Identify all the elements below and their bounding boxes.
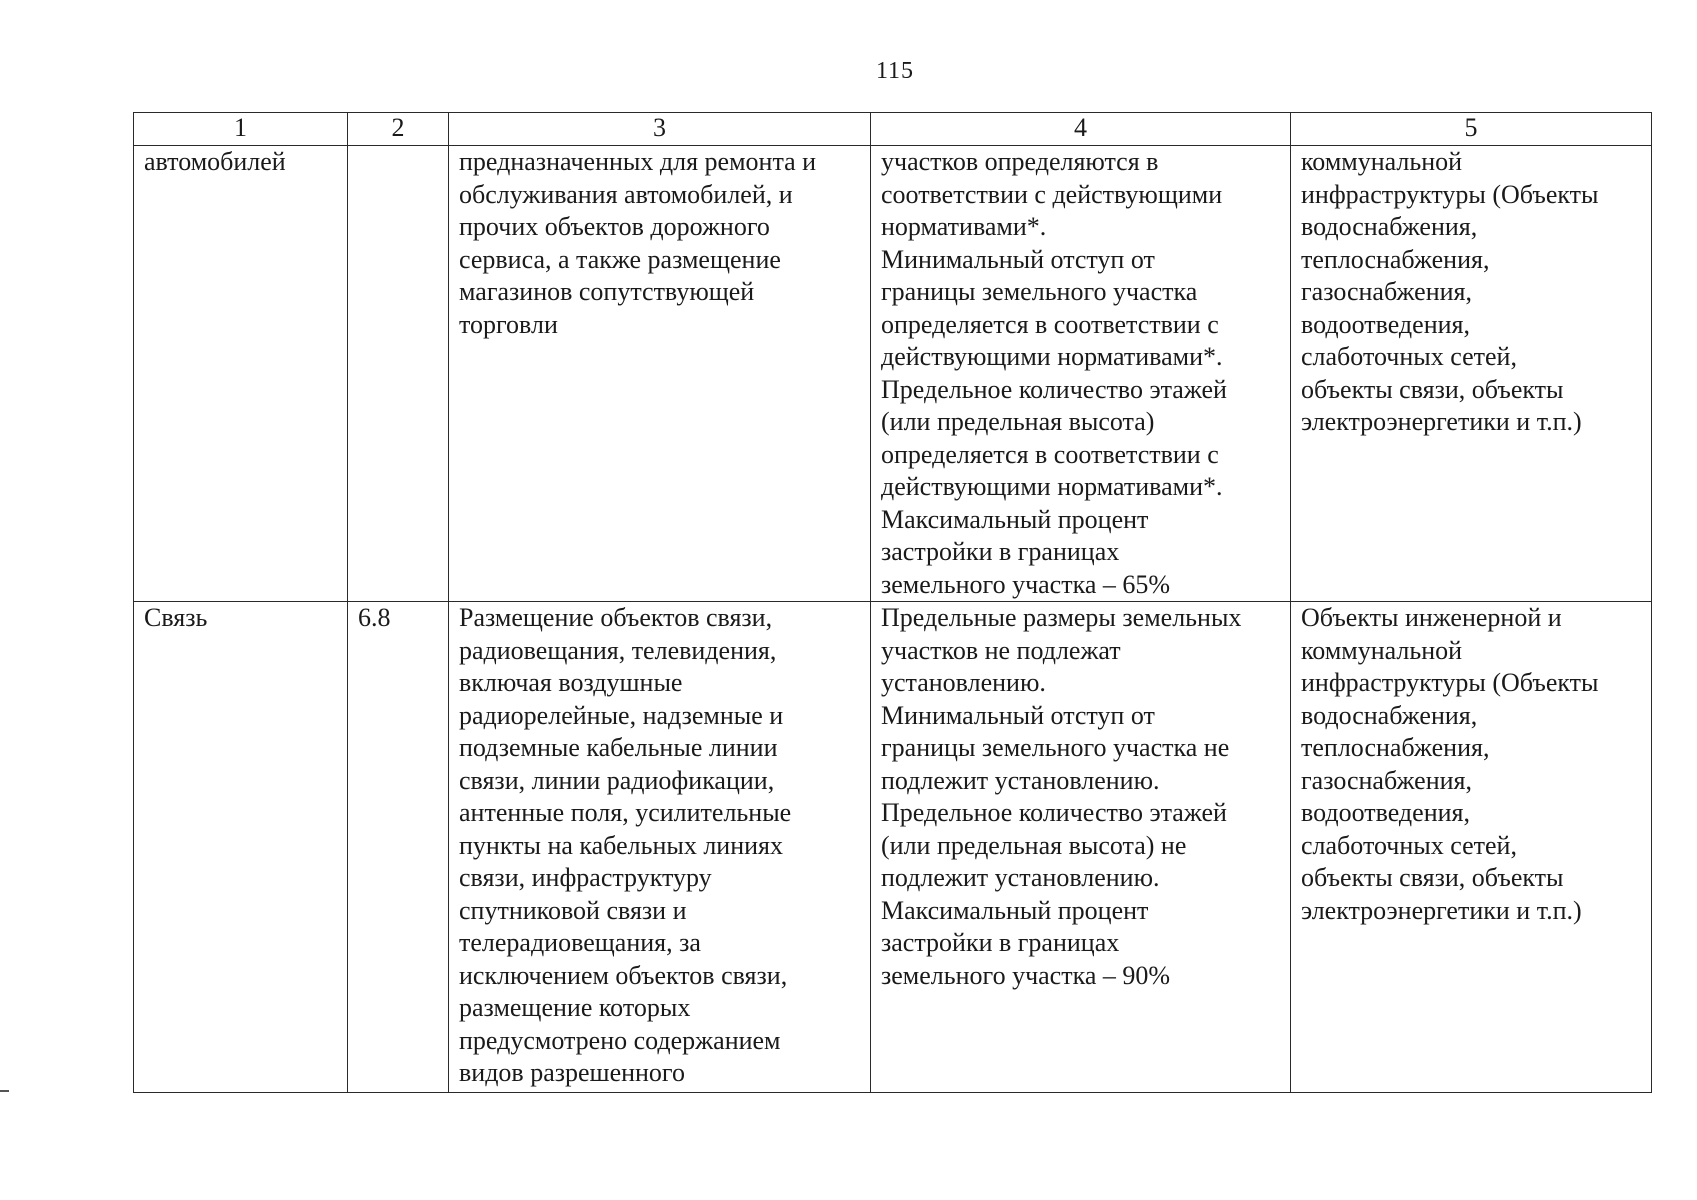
land-use-table	[133, 112, 1652, 1093]
column-number-5: 5	[1291, 113, 1652, 146]
use-type-description: предназначенных для ремонта и обслуживания автомобилей, и прочих объектов дорожного сервиса, а также размещение магазинов сопутствующей торговли	[449, 146, 871, 602]
page-number: 115	[875, 58, 915, 84]
column-number-1: 1	[134, 113, 348, 146]
use-type-name: Связь	[134, 602, 348, 1093]
use-type-description: Размещение объектов связи, радиовещания, телевидения, включая воздушные радиорелейные, надземные и подземные кабельные линии связи, линии радиофикации, антенные поля, усилительные пункты на кабельных линиях связи, инфраструктуру спутниковой связи и телерадиовещания, за исключением объектов связи, размещение которых предусмотрено содержанием видов разрешенного	[449, 602, 871, 1093]
use-type-infrastructure: Объекты инженерной и коммунальной инфраструктуры (Объекты водоснабжения, теплоснабжения, газоснабжения, водоотведения, слаботочных сетей, объекты связи, объекты электроэнергетики и т.п.)	[1291, 602, 1652, 1093]
column-number-3: 3	[449, 113, 871, 146]
use-type-parameters: участков определяются в соответствии с действующими нормативами*. Минимальный отступ от границы земельного участка определяется в соответствии с действующими нормативами*. Предельное количество этажей (или предельная высота) определяется в соответствии с действующими нормативами*. Максимальный процент застройки в границах земельного участка – 65%	[871, 146, 1291, 602]
table-row	[134, 602, 1652, 1093]
use-type-name: автомобилей	[134, 146, 348, 602]
use-type-infrastructure: коммунальной инфраструктуры (Объекты водоснабжения, теплоснабжения, газоснабжения, водоотведения, слаботочных сетей, объекты связи, объекты электроэнергетики и т.п.)	[1291, 146, 1652, 602]
use-type-code: 6.8	[348, 602, 449, 1093]
column-number-4: 4	[871, 113, 1291, 146]
table-header-row	[134, 113, 1652, 146]
column-number-2: 2	[348, 113, 449, 146]
use-type-code	[348, 146, 449, 602]
table-row	[134, 146, 1652, 602]
use-type-parameters: Предельные размеры земельных участков не подлежат установлению. Минимальный отступ от границы земельного участка не подлежит установлению. Предельное количество этажей (или предельная высота) не подлежит установлению. Максимальный процент застройки в границах земельного участка – 90%	[871, 602, 1291, 1093]
scan-edge-mark	[0, 1090, 9, 1092]
